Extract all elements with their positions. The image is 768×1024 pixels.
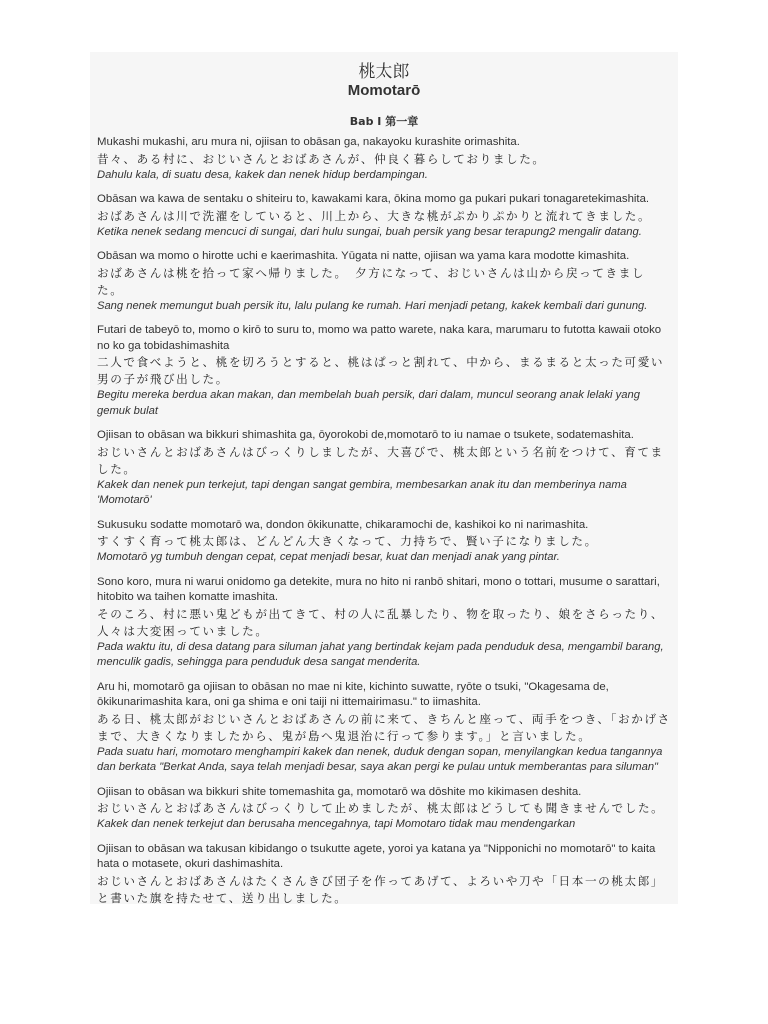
romaji-line: Mukashi mukashi, aru mura ni, ojiisan to obāsan ga, nakayoku kurashite orimashita.: [97, 136, 520, 148]
romaji-line: Obāsan wa kawa de sentaku o shiteiru to, kawakami kara, ōkina momo ga pukari pukari tonagaretekimashita.: [97, 193, 650, 205]
japanese-line: おじいさんとおばあさんはたくさんきび団子を作ってあげて、よろいや刀や「日本一の桃太郎」と書いた旗を持たせて、送り出しました。: [97, 873, 665, 905]
japanese-line: すくすく育って桃太郎は、どんどん大きくなって、力持ちで、賢い子になりました。: [97, 534, 598, 548]
romaji-line: Futari de tabeyō to, momo o kirō to suru to, momo wa patto warete, naka kara, marumaru to futotta kawaii otoko no ko ga tobidashimashita: [97, 324, 662, 352]
romaji-line: Ojiisan to obāsan wa bikkuri shite tomemashita ga, momotarō wa dōshite mo kikimasen deshita.: [97, 785, 582, 798]
document-page: [90, 52, 678, 904]
romaji-line: Sono koro, mura ni warui onidomo ga detekite, mura no hito ni ranbō shitari, mono o tottari, musume o sarattari, hitobito wa taihen komatte imashita.: [97, 575, 660, 603]
story-paragraph: [97, 575, 671, 671]
story-paragraph: [97, 842, 671, 907]
romaji-line: Ojiisan to obāsan wa bikkuri shimashita ga, ōyorokobi de,momotarō to iu namae o tsukete, sodatemashita.: [97, 429, 634, 441]
indonesian-line: Kakek dan nenek terkejut dan berusaha mencegahnya, tapi Momotaro tidak mau mendengarkan: [97, 818, 576, 830]
story-paragraph: [97, 249, 671, 314]
romaji-line: Aru hi, momotarō ga ojiisan to obāsan no mae ni kite, kichinto suwatte, ryōte o tsuki, "Okagesama de, ōkikunarimashita kara, oni ga shima e oni taiji ni ittemairimasu." to iimashita.: [97, 680, 609, 708]
indonesian-line: Pada suatu hari, momotaro menghampiri kakek dan nenek, duduk dengan sopan, menyilangkan kedua tangannya dan berkata "Berkat Anda, saya telah menjadi besar, saya akan pergi ke pulau untuk memberantas para siluman": [97, 745, 663, 773]
japanese-line: ある日、桃太郎がおじいさんとおばあさんの前に来て、きちんと座って、両手をつき、「おかげさまで、大きくなりましたから、鬼が島へ鬼退治に行って参ります。」と言いました。: [97, 711, 671, 743]
indonesian-line: Ketika nenek sedang mencuci di sungai, dari hulu sungai, buah persik yang besar terapung2 mengalir datang.: [97, 225, 642, 238]
indonesian-line: Dahulu kala, di suatu desa, kakek dan nenek hidup berdampingan.: [97, 168, 428, 181]
indonesian-line: Sang nenek memungut buah persik itu, lalu pulang ke rumah. Hari menjadi petang, kakek kembali dari gunung.: [97, 299, 648, 312]
japanese-line: 昔々、ある村に、おじいさんとおばあさんが、仲良く暮らしておりました。: [97, 151, 546, 166]
chapter-heading: Bab I 第一章: [349, 115, 419, 128]
story-paragraph: [97, 135, 671, 183]
japanese-line: おばあさんは桃を拾って家へ帰りました。 夕方になって、おじいさんは山から戻ってきました。: [97, 265, 646, 297]
japanese-line: おばあさんは川で洗濯をしていると、川上から、大きな桃がぷかりぷかりと流れてきました。: [97, 208, 652, 223]
story-paragraph: [97, 323, 671, 419]
indonesian-line: Begitu mereka berdua akan makan, dan membelah buah persik, dari dalam, muncul seorang anak lelaki yang gemuk bulat: [97, 389, 640, 417]
romaji-line: Ojiisan to obāsan wa takusan kibidango o tsukutte agete, yoroi ya katana ya "Nipponichi no momotarō" to kaita hata o motasete, okuri dashimashita.: [97, 842, 656, 870]
indonesian-line: Momotarō yg tumbuh dengan cepat, cepat menjadi besar, kuat dan menjadi anak yang pintar.: [97, 551, 560, 563]
indonesian-line: Kakek dan nenek pun terkejut, tapi dengan sangat gembira, membesarkan anak itu dan memberinya nama 'Momotarō': [97, 478, 627, 506]
title-romaji: Momotarō: [347, 82, 421, 99]
japanese-line: おじいさんとおばあさんはびっくりしましたが、大喜びで、桃太郎という名前をつけて、育てました。: [97, 444, 664, 476]
story-body: [97, 135, 671, 907]
story-paragraph: [97, 428, 671, 509]
indonesian-line: Pada waktu itu, di desa datang para siluman jahat yang bertindak kejam pada penduduk desa, mengambil barang, menculik gadis, sehingga para penduduk desa sangat menderita.: [97, 640, 664, 668]
romaji-line: Obāsan wa momo o hirotte uchi e kaerimashita. Yūgata ni natte, ojiisan wa yama kara modotte kimashita.: [97, 250, 630, 262]
romaji-line: Sukusuku sodatte momotarō wa, dondon ōkikunatte, chikaramochi de, kashikoi ko ni narimashita.: [97, 518, 589, 531]
story-paragraph: [97, 785, 671, 833]
story-paragraph: [97, 192, 671, 240]
story-paragraph: [97, 518, 671, 566]
japanese-line: おじいさんとおばあさんはびっくりして止めましたが、桃太郎はどうしても聞きませんでした。: [97, 801, 665, 815]
story-paragraph: [97, 680, 671, 776]
japanese-line: そのころ、村に悪い鬼どもが出てきて、村の人に乱暴したり、物を取ったり、娘をさらったり、人々は大変困っていました。: [97, 606, 665, 638]
title-japanese: 桃太郎: [358, 62, 410, 82]
japanese-line: 二人で食べようと、桃を切ろうとすると、桃はぱっと割れて、中から、まるまると太った可愛い男の子が飛び出した。: [97, 355, 665, 386]
